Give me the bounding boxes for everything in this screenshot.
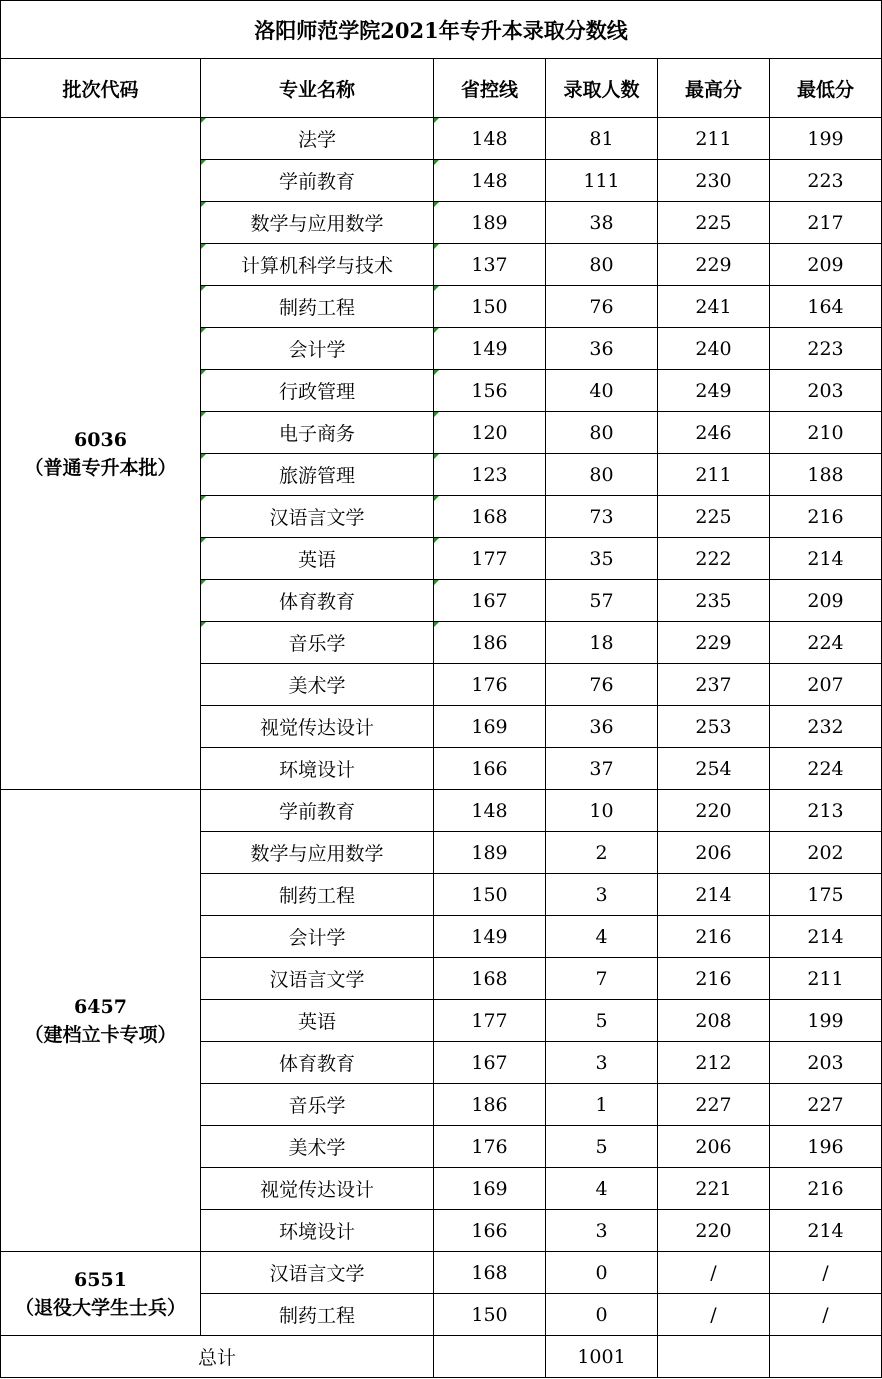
max-score: 211 <box>658 118 770 160</box>
batch-code: 6036 <box>74 428 127 451</box>
total-row <box>1 1336 882 1378</box>
total-count: 1001 <box>546 1336 658 1378</box>
min-score: 223 <box>770 328 882 370</box>
max-score: / <box>658 1252 770 1294</box>
min-score: 211 <box>770 958 882 1000</box>
min-score: 202 <box>770 832 882 874</box>
max-score: 225 <box>658 496 770 538</box>
header-provincial-control-line: 省控线 <box>434 59 546 118</box>
major-name: 汉语言文学 <box>201 496 434 538</box>
admitted-count: 35 <box>546 538 658 580</box>
provincial-control-line: 150 <box>434 1294 546 1336</box>
provincial-control-line: 189 <box>434 202 546 244</box>
header-min-score: 最低分 <box>770 59 882 118</box>
major-name: 汉语言文学 <box>201 958 434 1000</box>
provincial-control-line: 150 <box>434 874 546 916</box>
admitted-count: 81 <box>546 118 658 160</box>
max-score: 225 <box>658 202 770 244</box>
major-name: 行政管理 <box>201 370 434 412</box>
major-name: 音乐学 <box>201 1084 434 1126</box>
min-score: 210 <box>770 412 882 454</box>
min-score: / <box>770 1294 882 1336</box>
provincial-control-line: 169 <box>434 1168 546 1210</box>
min-score: 214 <box>770 538 882 580</box>
table-row <box>1 790 882 832</box>
admitted-count: 76 <box>546 664 658 706</box>
admitted-count: 5 <box>546 1000 658 1042</box>
major-name: 视觉传达设计 <box>201 1168 434 1210</box>
max-score: 208 <box>658 1000 770 1042</box>
min-score: 175 <box>770 874 882 916</box>
major-name: 英语 <box>201 1000 434 1042</box>
major-name: 体育教育 <box>201 1042 434 1084</box>
max-score: 214 <box>658 874 770 916</box>
min-score: 196 <box>770 1126 882 1168</box>
provincial-control-line: 168 <box>434 958 546 1000</box>
major-name: 英语 <box>201 538 434 580</box>
admitted-count: 3 <box>546 1210 658 1252</box>
min-score: 188 <box>770 454 882 496</box>
max-score: 246 <box>658 412 770 454</box>
admitted-count: 80 <box>546 244 658 286</box>
max-score: 249 <box>658 370 770 412</box>
major-name: 美术学 <box>201 664 434 706</box>
admitted-count: 4 <box>546 916 658 958</box>
major-name: 体育教育 <box>201 580 434 622</box>
admitted-count: 7 <box>546 958 658 1000</box>
max-score: 216 <box>658 958 770 1000</box>
header-max-score: 最高分 <box>658 59 770 118</box>
provincial-control-line: 137 <box>434 244 546 286</box>
provincial-control-line: 168 <box>434 496 546 538</box>
max-score: 220 <box>658 1210 770 1252</box>
admitted-count: 2 <box>546 832 658 874</box>
admitted-count: 0 <box>546 1252 658 1294</box>
admitted-count: 80 <box>546 454 658 496</box>
major-name: 数学与应用数学 <box>201 202 434 244</box>
max-score: 235 <box>658 580 770 622</box>
admitted-count: 0 <box>546 1294 658 1336</box>
min-score: 216 <box>770 496 882 538</box>
admitted-count: 73 <box>546 496 658 538</box>
provincial-control-line: 166 <box>434 1210 546 1252</box>
max-score: 211 <box>658 454 770 496</box>
major-name: 会计学 <box>201 916 434 958</box>
admitted-count: 18 <box>546 622 658 664</box>
header-admitted-count: 录取人数 <box>546 59 658 118</box>
max-score: 229 <box>658 622 770 664</box>
provincial-control-line: 148 <box>434 790 546 832</box>
provincial-control-line: 168 <box>434 1252 546 1294</box>
max-score: 230 <box>658 160 770 202</box>
major-name: 旅游管理 <box>201 454 434 496</box>
major-name: 法学 <box>201 118 434 160</box>
major-name: 制药工程 <box>201 874 434 916</box>
max-score: 229 <box>658 244 770 286</box>
max-score: 222 <box>658 538 770 580</box>
admitted-count: 5 <box>546 1126 658 1168</box>
major-name: 会计学 <box>201 328 434 370</box>
provincial-control-line: 186 <box>434 622 546 664</box>
admitted-count: 40 <box>546 370 658 412</box>
table-row <box>1 1252 882 1294</box>
admitted-count: 38 <box>546 202 658 244</box>
admitted-count: 3 <box>546 1042 658 1084</box>
max-score: / <box>658 1294 770 1336</box>
major-name: 视觉传达设计 <box>201 706 434 748</box>
major-name: 音乐学 <box>201 622 434 664</box>
max-score: 237 <box>658 664 770 706</box>
provincial-control-line: 177 <box>434 538 546 580</box>
min-score: 199 <box>770 1000 882 1042</box>
min-score: 227 <box>770 1084 882 1126</box>
min-score: 224 <box>770 748 882 790</box>
admitted-count: 3 <box>546 874 658 916</box>
min-score: 164 <box>770 286 882 328</box>
provincial-control-line: 148 <box>434 160 546 202</box>
batch-cell <box>1 790 201 1252</box>
provincial-control-line: 176 <box>434 664 546 706</box>
min-score: 209 <box>770 244 882 286</box>
batch-name: （建档立卡专项） <box>24 1023 177 1046</box>
table-row <box>1 118 882 160</box>
min-score: 232 <box>770 706 882 748</box>
major-name: 美术学 <box>201 1126 434 1168</box>
provincial-control-line: 148 <box>434 118 546 160</box>
admitted-count: 57 <box>546 580 658 622</box>
provincial-control-line: 156 <box>434 370 546 412</box>
total-label: 总计 <box>1 1336 434 1378</box>
batch-name: （退役大学生士兵） <box>14 1296 186 1319</box>
min-score: 213 <box>770 790 882 832</box>
admitted-count: 1 <box>546 1084 658 1126</box>
min-score: 203 <box>770 1042 882 1084</box>
major-name: 制药工程 <box>201 1294 434 1336</box>
admitted-count: 4 <box>546 1168 658 1210</box>
admitted-count: 80 <box>546 412 658 454</box>
header-major-name: 专业名称 <box>201 59 434 118</box>
major-name: 数学与应用数学 <box>201 832 434 874</box>
table-title: 洛阳师范学院2021年专升本录取分数线 <box>1 1 882 59</box>
provincial-control-line: 167 <box>434 1042 546 1084</box>
admitted-count: 111 <box>546 160 658 202</box>
title-row <box>1 1 882 59</box>
batch-code: 6457 <box>74 995 127 1018</box>
min-score: 214 <box>770 916 882 958</box>
provincial-control-line: 189 <box>434 832 546 874</box>
major-name: 计算机科学与技术 <box>201 244 434 286</box>
major-name: 电子商务 <box>201 412 434 454</box>
provincial-control-line: 169 <box>434 706 546 748</box>
total-min-empty <box>770 1336 882 1378</box>
provincial-control-line: 149 <box>434 916 546 958</box>
min-score: 199 <box>770 118 882 160</box>
min-score: / <box>770 1252 882 1294</box>
provincial-control-line: 120 <box>434 412 546 454</box>
major-name: 环境设计 <box>201 748 434 790</box>
major-name: 学前教育 <box>201 160 434 202</box>
max-score: 206 <box>658 1126 770 1168</box>
max-score: 220 <box>658 790 770 832</box>
max-score: 216 <box>658 916 770 958</box>
max-score: 254 <box>658 748 770 790</box>
batch-cell <box>1 1252 201 1336</box>
max-score: 240 <box>658 328 770 370</box>
header-row <box>1 59 882 118</box>
min-score: 223 <box>770 160 882 202</box>
admitted-count: 76 <box>546 286 658 328</box>
batch-cell <box>1 118 201 790</box>
provincial-control-line: 150 <box>434 286 546 328</box>
max-score: 221 <box>658 1168 770 1210</box>
major-name: 学前教育 <box>201 790 434 832</box>
max-score: 212 <box>658 1042 770 1084</box>
max-score: 253 <box>658 706 770 748</box>
admitted-count: 36 <box>546 328 658 370</box>
provincial-control-line: 123 <box>434 454 546 496</box>
min-score: 216 <box>770 1168 882 1210</box>
provincial-control-line: 186 <box>434 1084 546 1126</box>
admitted-count: 36 <box>546 706 658 748</box>
batch-name: （普通专升本批） <box>24 456 177 479</box>
admitted-count: 37 <box>546 748 658 790</box>
total-max-empty <box>658 1336 770 1378</box>
batch-code: 6551 <box>74 1268 127 1291</box>
provincial-control-line: 177 <box>434 1000 546 1042</box>
provincial-control-line: 167 <box>434 580 546 622</box>
provincial-control-line: 149 <box>434 328 546 370</box>
min-score: 224 <box>770 622 882 664</box>
provincial-control-line: 166 <box>434 748 546 790</box>
header-batch-code: 批次代码 <box>1 59 201 118</box>
min-score: 209 <box>770 580 882 622</box>
admitted-count: 10 <box>546 790 658 832</box>
max-score: 241 <box>658 286 770 328</box>
major-name: 汉语言文学 <box>201 1252 434 1294</box>
max-score: 227 <box>658 1084 770 1126</box>
provincial-control-line: 176 <box>434 1126 546 1168</box>
min-score: 214 <box>770 1210 882 1252</box>
max-score: 206 <box>658 832 770 874</box>
min-score: 217 <box>770 202 882 244</box>
total-control-empty <box>434 1336 546 1378</box>
min-score: 207 <box>770 664 882 706</box>
major-name: 环境设计 <box>201 1210 434 1252</box>
major-name: 制药工程 <box>201 286 434 328</box>
min-score: 203 <box>770 370 882 412</box>
